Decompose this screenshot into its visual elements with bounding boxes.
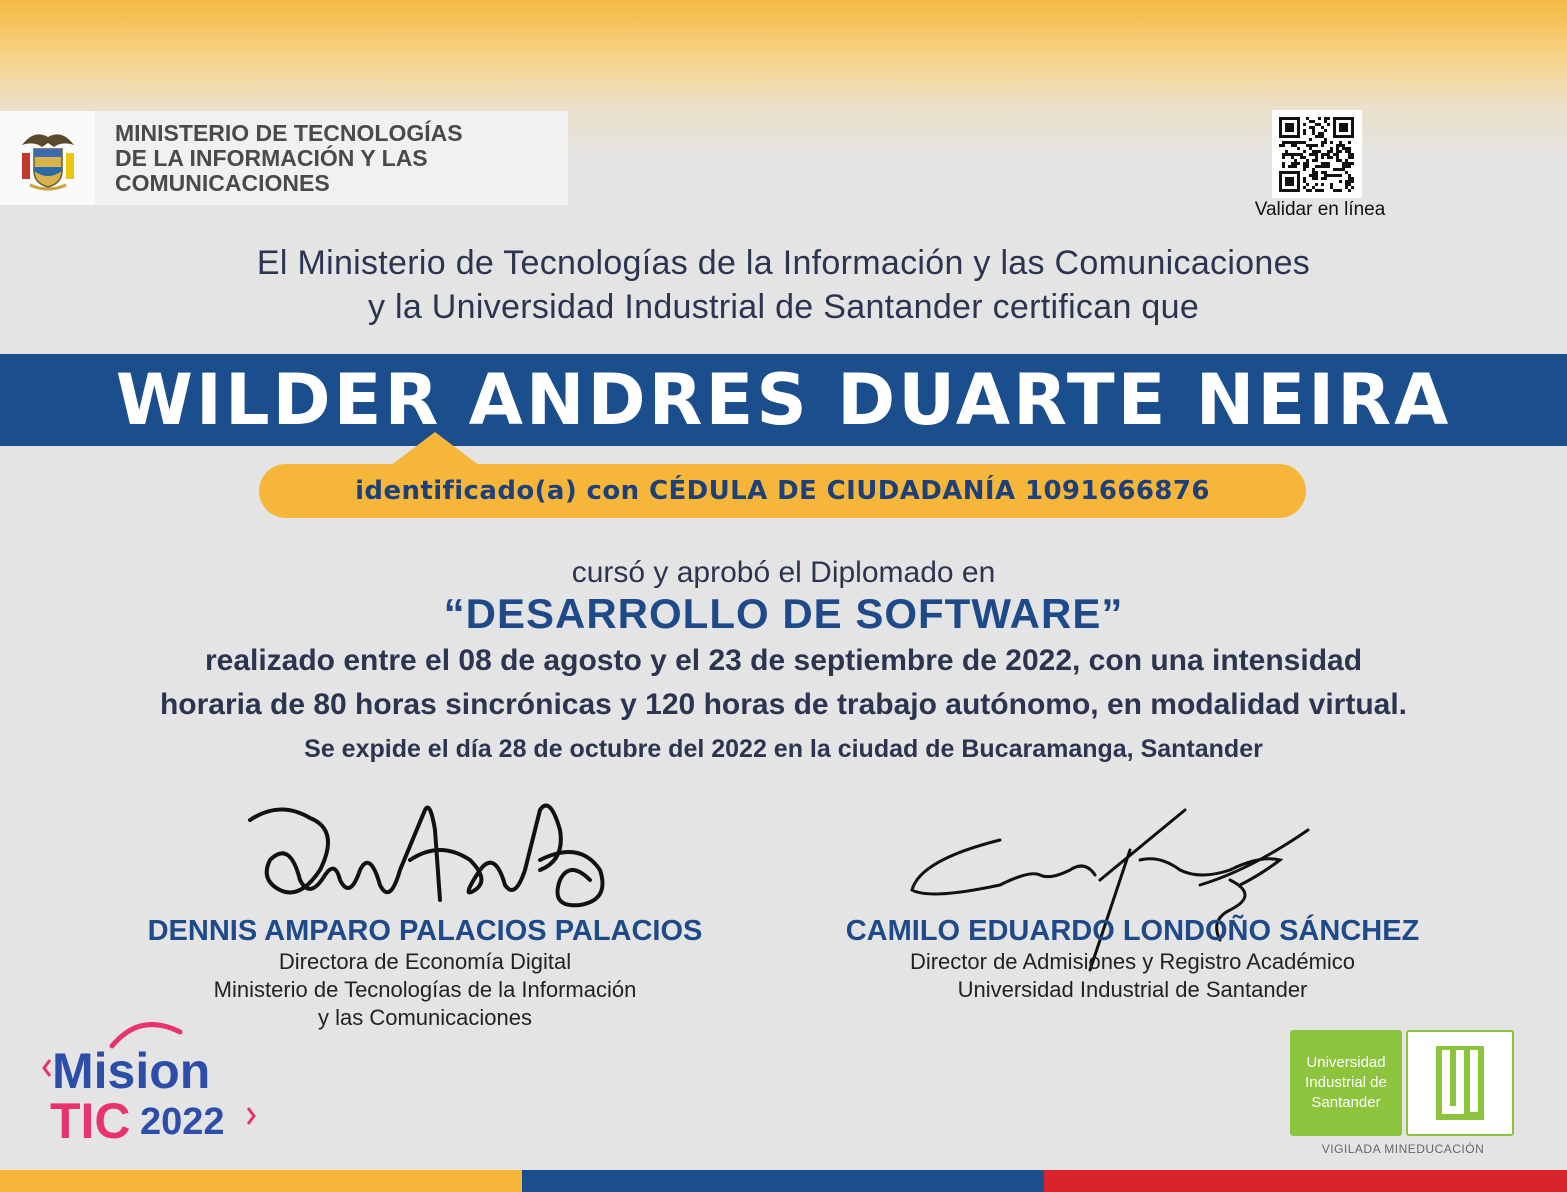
uis-logo — [1290, 1030, 1516, 1165]
flag-stripe-blue — [522, 1170, 1044, 1192]
signer-2-role-1: Director de Admisiones y Registro Académico — [909, 949, 1356, 974]
course-title: “DESARROLLO DE SOFTWARE” — [443, 590, 1124, 637]
course-detail-2: horaria de 80 horas sincrónicas y 120 horas de trabajo autónomo, en modalidad virtual. — [159, 688, 1408, 721]
mision-tic: TIC — [50, 1093, 131, 1149]
signature-dennis — [240, 790, 620, 920]
recipient-id-pill — [259, 464, 1306, 518]
ministry-line-1: MINISTERIO DE TECNOLOGÍAS — [115, 119, 463, 146]
uis-name-2: Industrial de — [1305, 1074, 1387, 1091]
uis-name-1: Universidad — [1306, 1054, 1386, 1071]
validate-online-label[interactable]: Validar en línea — [1254, 199, 1386, 220]
signer-1-role-3: y las Comunicaciones — [318, 1005, 532, 1030]
id-prefix: identificado(a) con — [355, 476, 649, 506]
signer-2-role-2: Universidad Industrial de Santander — [957, 977, 1308, 1002]
signer-1-name: DENNIS AMPARO PALACIOS PALACIOS — [147, 915, 703, 947]
flag-stripe-yellow — [0, 1170, 522, 1192]
intro-line-2: y la Universidad Industrial de Santander certifican que — [367, 288, 1200, 326]
colombia-coat-of-arms-icon — [0, 111, 95, 205]
uis-name-3: Santander — [1311, 1094, 1381, 1111]
recipient-name: WILDER ANDRES DUARTE NEIRA — [115, 359, 1452, 441]
course-intro: cursó y aprobó el Diplomado en — [571, 556, 996, 589]
course-detail-1: realizado entre el 08 de agosto y el 23 de septiembre de 2022, con una intensidad — [204, 644, 1363, 677]
ministry-header — [0, 111, 568, 205]
uis-footer-text: VIGILADA MINEDUCACIÓN — [1321, 1142, 1485, 1156]
issue-statement: Se expide el día 28 de octubre del 2022 en la ciudad de Bucaramanga, Santander — [304, 735, 1263, 763]
intro-line-1: El Ministerio de Tecnologías de la Información y las Comunicaciones — [256, 244, 1311, 282]
mision-year: 2022 — [140, 1101, 225, 1143]
uis-name-block — [1290, 1030, 1402, 1136]
mision-tic-logo — [40, 1020, 280, 1150]
ministry-line-3: COMUNICACIONES — [115, 169, 330, 196]
uis-emblem-icon — [1406, 1030, 1514, 1136]
mision-word: Mision — [52, 1043, 211, 1099]
ministry-name — [95, 121, 463, 196]
flag-stripe-red — [1044, 1170, 1567, 1192]
signer-1-role-2: Ministerio de Tecnologías de la Información — [213, 977, 637, 1002]
id-number: CÉDULA DE CIUDADANÍA 1091666876 — [649, 476, 1210, 506]
ministry-line-2: DE LA INFORMACIÓN Y LAS — [115, 144, 428, 171]
signer-1-role-1: Directora de Economía Digital — [278, 949, 572, 974]
validation-qr-code[interactable] — [1272, 110, 1362, 198]
signer-2-name: CAMILO EDUARDO LONDOÑO SÁNCHEZ — [845, 915, 1420, 947]
